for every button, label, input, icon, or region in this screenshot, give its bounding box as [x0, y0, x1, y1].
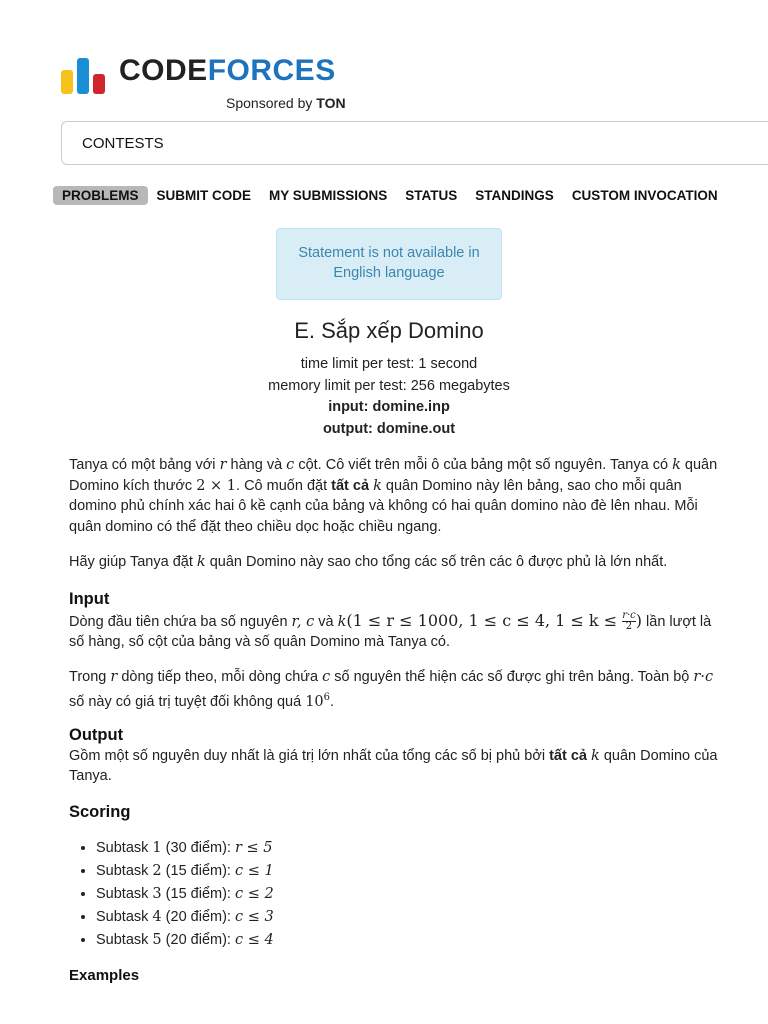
list-item: • Subtask 5 (20 điểm): c ≤ 4: [96, 929, 719, 952]
tab-submit-code[interactable]: SUBMIT CODE: [156, 188, 252, 203]
subtask-list: [69, 837, 719, 952]
input-section: Input Dòng đầu tiên chứa ba số nguyên r, c và k(1 ≤ r ≤ 1000, 1 ≤ c ≤ 4, 1 ≤ k ≤ $\frac{r\cdot c}{2}$ ) lần lượt là số hàng, số cột của bảng và số quân Domino mà Tanya có.: [69, 589, 719, 653]
problem-nav: [53, 186, 727, 205]
logo-bars-icon: [61, 58, 107, 94]
sponsor-line: Sponsored by TON: [226, 95, 346, 111]
input-heading: Input: [69, 590, 110, 608]
problem-title: E. Sắp xếp Domino: [294, 318, 484, 343]
list-item: • Subtask 2 (15 điểm): c ≤ 1: [96, 860, 719, 883]
examples-section: [69, 966, 719, 987]
scoring-heading: Scoring: [69, 803, 131, 821]
scoring-section: [69, 802, 719, 952]
tab-standings[interactable]: STANDINGS: [475, 188, 554, 203]
logo-wordmark: CODEFORCES: [119, 54, 336, 87]
tab-custom-invocation[interactable]: CUSTOM INVOCATION: [571, 188, 718, 203]
tab-status[interactable]: STATUS: [405, 188, 458, 203]
output-section: Output Gồm một số nguyên duy nhất là giá trị lớn nhất của tổng các số bị phủ bởi tất cả k quân Domino của Tanya.: [69, 726, 718, 784]
tab-problems[interactable]: PROBLEMS: [53, 186, 148, 205]
list-item: • Subtask 3 (15 điểm): c ≤ 2: [96, 883, 719, 906]
time-limit: time limit per test: 1 second: [300, 356, 478, 372]
output-file: output: domine.out: [322, 420, 456, 437]
language-alert: Statement is not available in English language: [276, 228, 502, 300]
input-rows: Trong r dòng tiếp theo, mỗi dòng chứa c số nguyên thể hiện các số được ghi trên bảng. Toàn bộ r·c số này có giá trị tuyệt đối không quá $10^6$.: [69, 669, 714, 710]
contests-label: CONTESTS: [82, 134, 164, 152]
problem-limits: [0, 354, 768, 440]
problem-task: Hãy giúp Tanya đặt k quân Domino này sao cho tổng các số trên các ô được phủ là lớn nhất.: [69, 554, 668, 570]
output-heading: Output: [69, 726, 124, 744]
examples-heading: Examples: [69, 967, 140, 984]
input-file: input: domine.inp: [328, 399, 450, 415]
list-item: • Subtask 4 (20 điểm): c ≤ 3: [96, 906, 719, 929]
problem-legend: Tanya có một bảng với r hàng và c cột. Cô viết trên mỗi ô của bảng một số nguyên. Tanya có k quân Domino kích thước 2 × 1. Cô muốn đặt tất cả k quân Domino này lên bảng, sao cho mỗi quân domino phủ chính xác hai ô kề cạnh của bảng và không có hai quân domino nào đè lên nhau. Mỗi quân domino có thể đặt theo chiều dọc hoặc chiều ngang.: [69, 457, 718, 535]
tab-my-submissions[interactable]: MY SUBMISSIONS: [269, 188, 388, 203]
memory-limit: memory limit per test: 256 megabytes: [268, 377, 510, 394]
contests-menu[interactable]: [61, 121, 768, 165]
list-item: • Subtask 1 (30 điểm): r ≤ 5: [96, 837, 719, 860]
